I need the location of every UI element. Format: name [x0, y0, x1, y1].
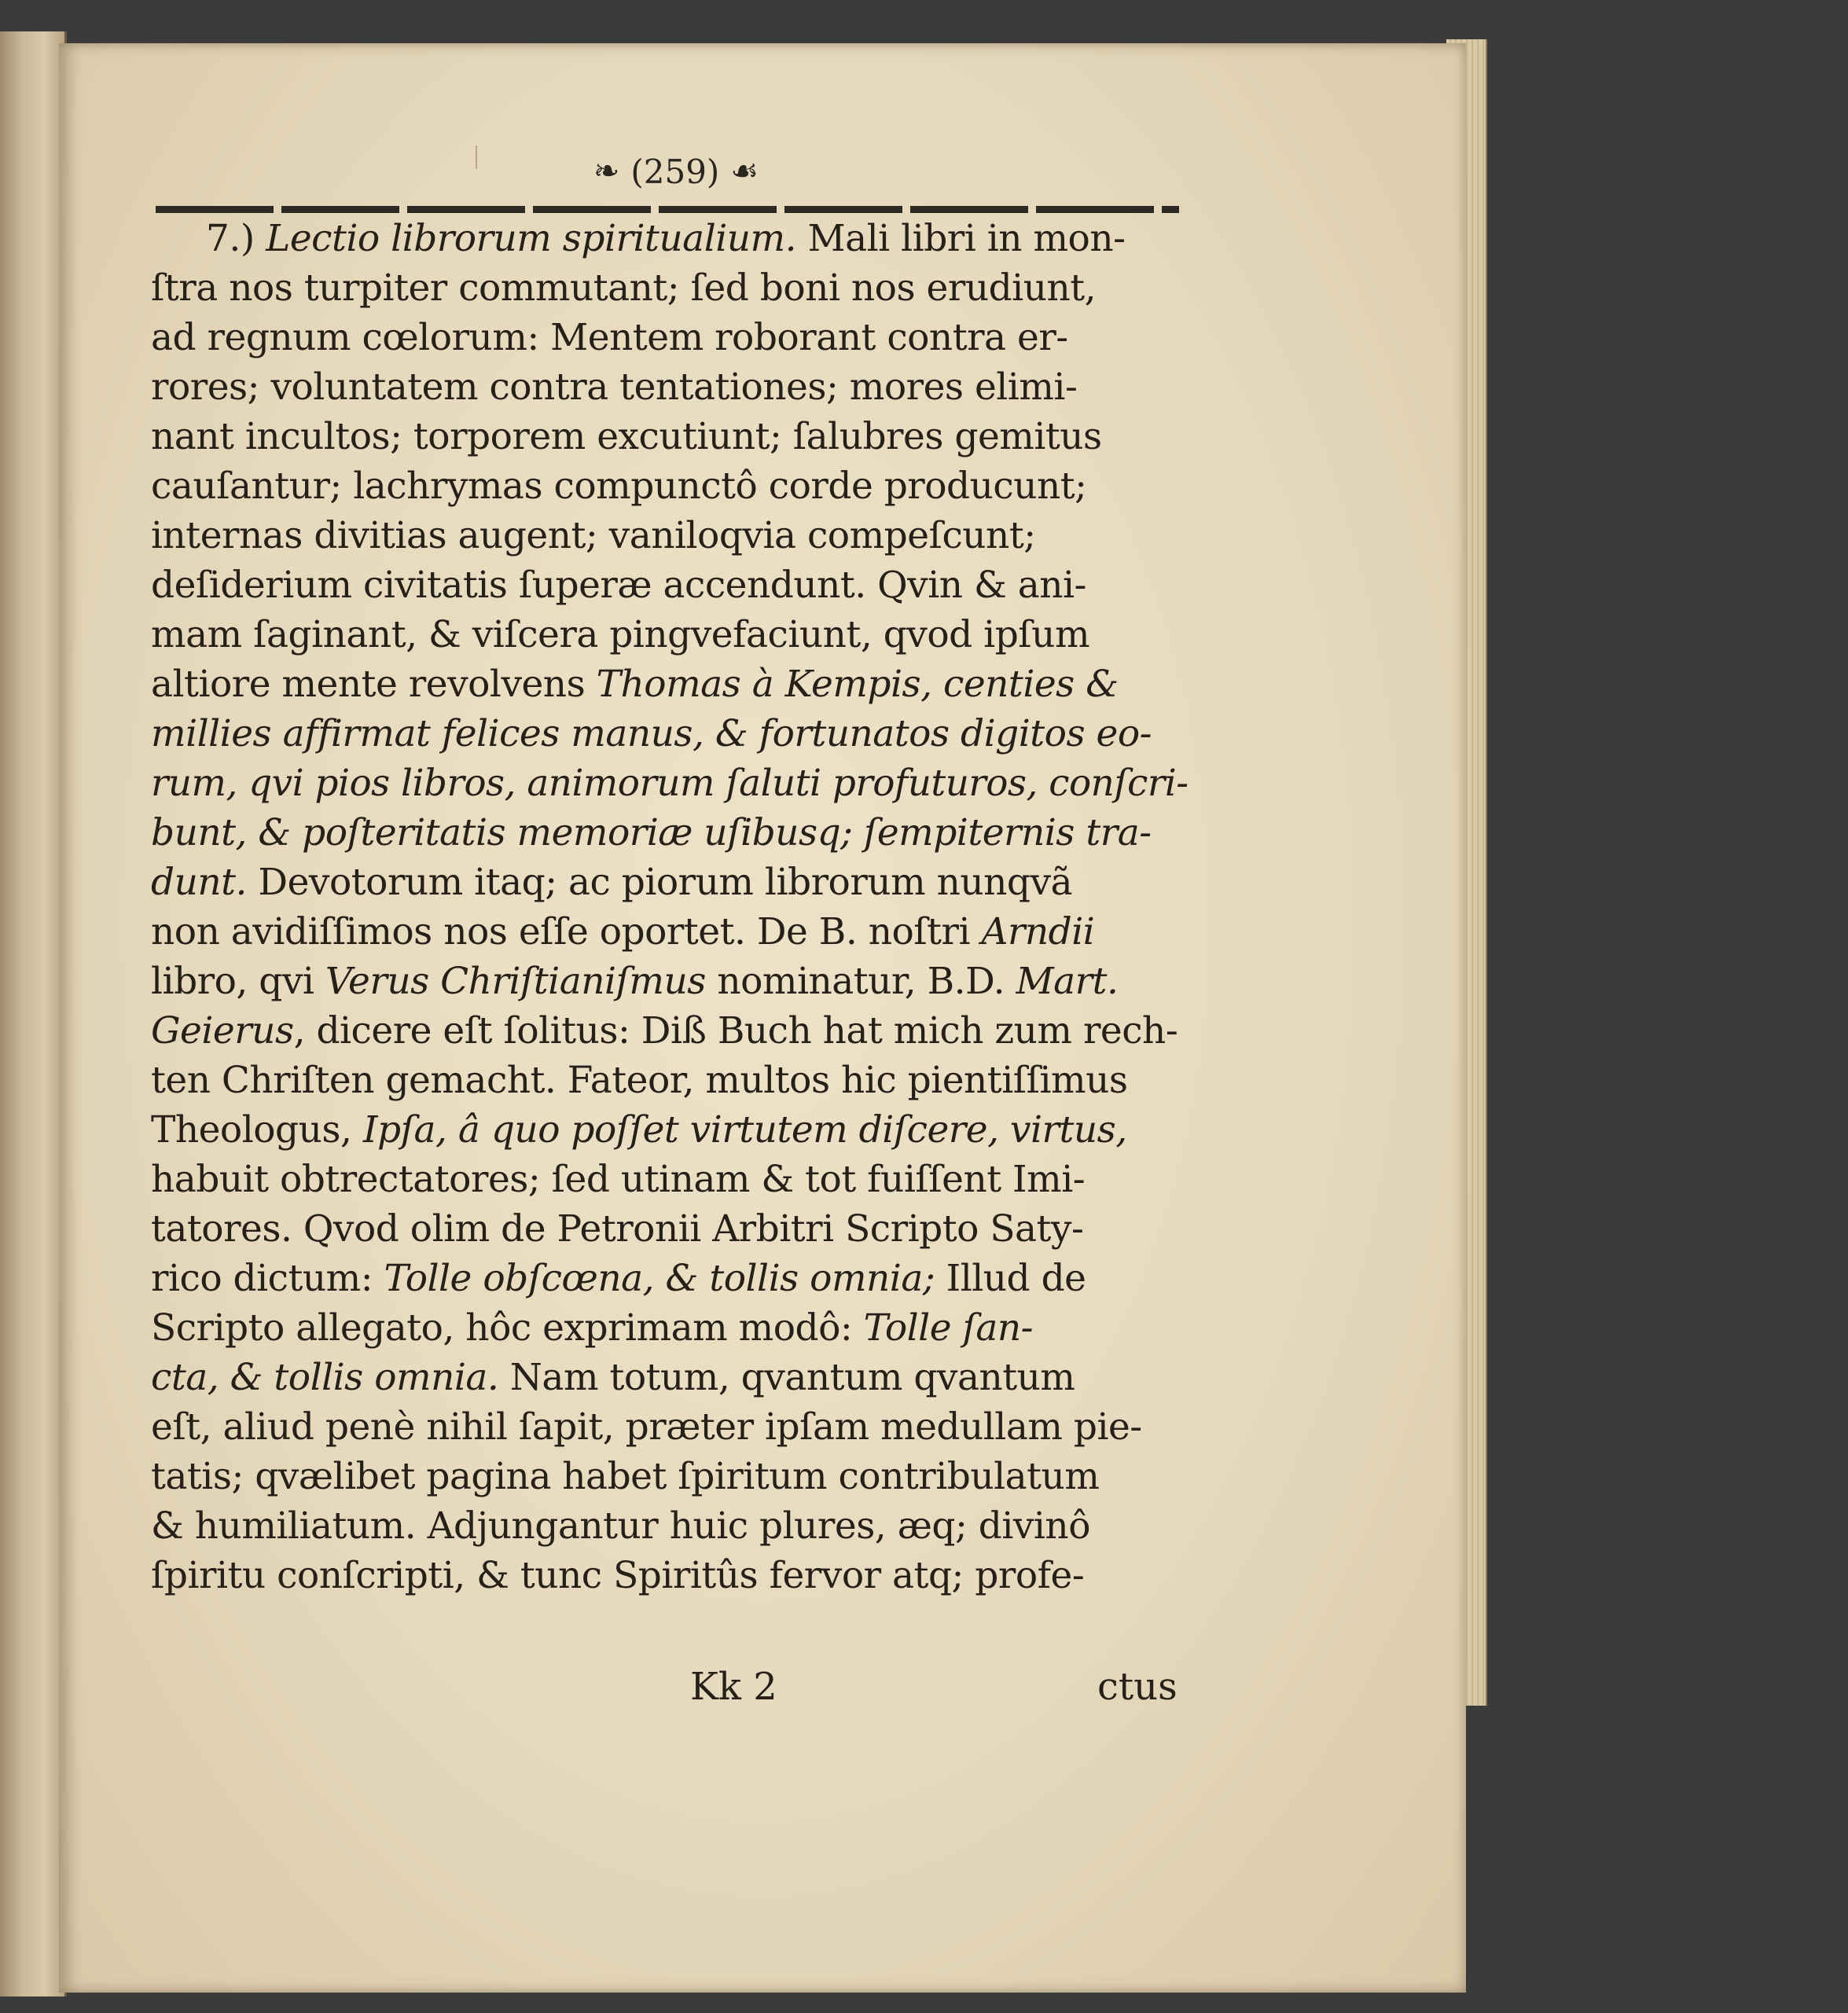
text-line — [151, 759, 1189, 808]
text-line — [151, 610, 1189, 659]
text-run: ad regnum cœlorum: Mentem roborant contra er- — [151, 316, 1068, 359]
italic-text-run: Ipſa, â quo poſſet virtutem diſcere, virtus, — [362, 1108, 1127, 1152]
header-rule — [156, 206, 1179, 213]
text-run: tatores. Qvod olim de Petronii Arbitri Scripto Saty- — [151, 1207, 1084, 1251]
body-text — [151, 214, 1189, 1723]
text-line — [151, 808, 1189, 858]
paper-mark — [476, 145, 477, 169]
text-run: & humiliatum. Adjungantur huic plures, æq; divinô — [151, 1504, 1090, 1548]
text-run: Theologus, — [151, 1108, 363, 1152]
italic-text-run: Arndii — [981, 910, 1095, 953]
catchword: ctus — [1097, 1665, 1178, 1709]
text-line — [151, 957, 1189, 1006]
text-run: mam ſaginant, & viſcera pingvefaciunt, qvod ipſum — [151, 613, 1090, 656]
facing-page-edge — [0, 31, 67, 1996]
italic-text-run: Tolle obſcœna, & tollis omnia; — [384, 1257, 935, 1300]
text-run: Scripto allegato, hôc exprimam modô: — [151, 1306, 864, 1350]
text-line — [151, 709, 1189, 759]
text-line — [151, 1303, 1189, 1353]
text-line — [151, 511, 1189, 560]
italic-text-run: dunt. — [151, 861, 247, 904]
text-run: nant incultos; torporem excutiunt; ſalubres gemitus — [151, 415, 1102, 458]
text-run: Illud de — [935, 1257, 1086, 1300]
text-run: Devotorum itaq; ac piorum librorum nunqvã — [246, 861, 1073, 904]
running-header — [535, 148, 817, 195]
text-line — [151, 659, 1189, 709]
text-line — [151, 1006, 1189, 1056]
text-line — [151, 1353, 1189, 1402]
text-line — [151, 560, 1189, 610]
text-line — [151, 1204, 1189, 1254]
text-line — [151, 461, 1189, 511]
text-line — [151, 1501, 1189, 1551]
italic-text-run: Geierus — [151, 1009, 294, 1052]
italic-text-run: Mart. — [1016, 960, 1119, 1003]
text-run: ten Chriſten gemacht. Fateor, multos hic pientiſſimus — [151, 1059, 1128, 1102]
text-line — [151, 1155, 1189, 1204]
text-run: libro, qvi — [151, 960, 325, 1003]
text-run: altiore mente revolvens — [151, 663, 597, 706]
text-line — [151, 1402, 1189, 1452]
text-run: rico dictum: — [151, 1257, 384, 1300]
italic-text-run: rum, qvi pios libros, animorum ſaluti profuturos, conſcri- — [151, 762, 1189, 805]
text-line — [151, 1452, 1189, 1501]
text-line — [151, 1105, 1189, 1155]
text-run: tatis; qvælibet pagina habet ſpiritum contribulatum — [151, 1455, 1100, 1498]
italic-text-run: millies affirmat felices manus, & fortunatos digitos eo- — [151, 712, 1152, 755]
right-fleuron-icon: ☙ — [730, 153, 759, 189]
text-line — [151, 362, 1189, 412]
text-run: habuit obtrectatores; ſed utinam & tot fuiſſent Imi- — [151, 1158, 1086, 1201]
text-line — [151, 214, 1189, 263]
text-run: Mali libri in mon- — [796, 217, 1126, 260]
italic-text-run: Tolle ſan- — [863, 1306, 1034, 1350]
text-run: ſpiritu conſcripti, & tunc Spiritûs fervor atq; profe- — [151, 1554, 1085, 1597]
text-run: cauſantur; lachrymas compunctô corde producunt; — [151, 465, 1087, 508]
signature-mark: Kk 2 — [690, 1665, 777, 1709]
italic-text-run: bunt, & poſteritatis memoriæ uſibusq; ſempiternis tra- — [151, 811, 1152, 854]
text-run: rores; voluntatem contra tentationes; mores elimi- — [151, 365, 1078, 409]
text-line — [151, 1056, 1189, 1105]
text-run: , dicere eſt ſolitus: Diß Buch hat mich zum rech- — [293, 1009, 1178, 1052]
text-run: internas divitias augent; vaniloqvia compeſcunt; — [151, 514, 1036, 557]
text-line — [151, 313, 1189, 362]
text-line — [151, 858, 1189, 907]
text-line — [151, 412, 1189, 461]
italic-text-run: Verus Chriſtianiſmus — [325, 960, 706, 1003]
italic-text-run: Thomas à Kempis, centies & — [596, 663, 1119, 706]
text-run: eſt, aliud penè nihil ſapit, præter ipſam medullam pie- — [151, 1405, 1142, 1449]
italic-text-run: cta, & tollis omnia. — [151, 1356, 499, 1399]
text-line — [151, 907, 1189, 957]
italic-text-run: Lectio librorum spiritualium. — [266, 217, 797, 260]
text-run: 7.) — [206, 217, 266, 260]
text-line — [151, 263, 1189, 313]
left-fleuron-icon: ❧ — [593, 153, 620, 189]
text-run: ſtra nos turpiter commutant; ſed boni nos erudiunt, — [151, 266, 1097, 310]
text-line — [151, 1551, 1189, 1600]
text-run: Nam totum, qvantum qvantum — [498, 1356, 1075, 1399]
text-line — [151, 1254, 1189, 1303]
page-number: (259) — [630, 152, 720, 191]
text-run: nominatur, B.D. — [705, 960, 1016, 1003]
text-run: deſiderium civitatis ſuperæ accendunt. Qvin & ani- — [151, 564, 1086, 607]
text-run: non avidiſſimos nos eſſe oportet. De B. noſtri — [151, 910, 982, 953]
